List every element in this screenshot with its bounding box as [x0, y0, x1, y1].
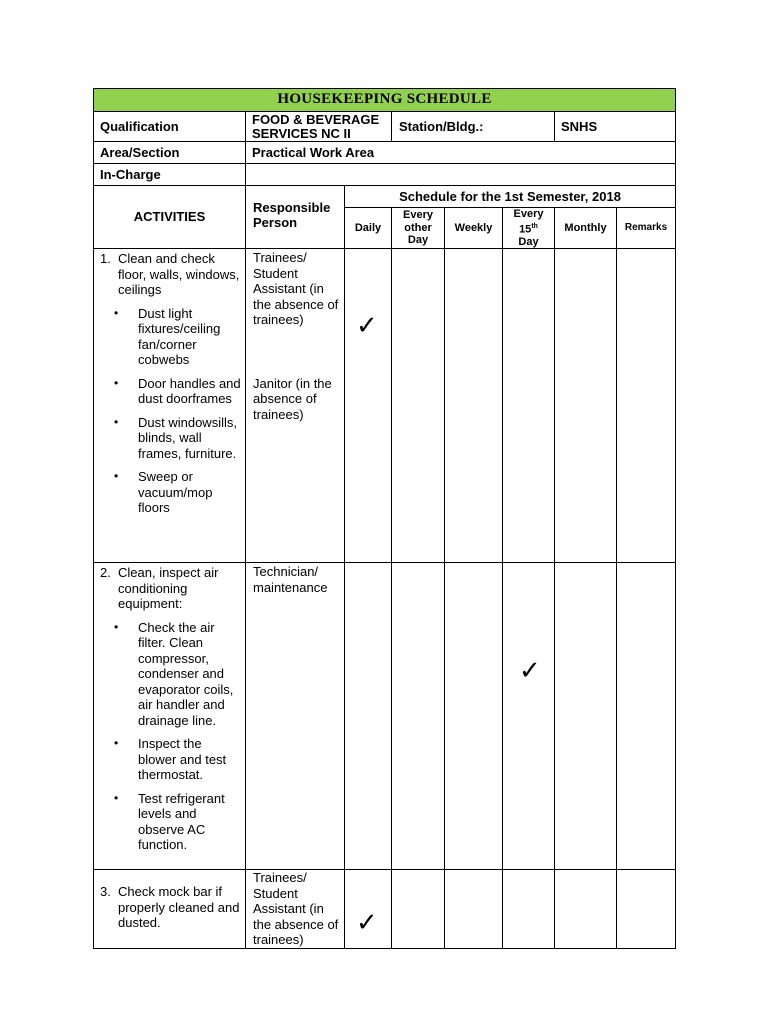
daily-header: Daily — [345, 208, 392, 249]
every-15-sup: th — [531, 222, 538, 230]
activity-number: 1. — [100, 251, 111, 267]
responsible-primary: Trainees/ Student Assistant (in the absence of trainees) — [253, 250, 339, 328]
responsible-header: Responsible Person — [246, 186, 345, 249]
remarks-header: Remarks — [617, 208, 676, 249]
remarks-cell — [617, 563, 676, 870]
list-item: • Dust light fixtures/ceiling fan/corner cobwebs — [114, 306, 241, 368]
activity-description: Clean, inspect air conditioning equipment: — [118, 565, 219, 612]
activity-number: 2. — [100, 565, 111, 581]
list-item: • Test refrigerant levels and observe AC function. — [114, 791, 241, 853]
remarks-cell — [617, 870, 676, 949]
responsible-secondary: Janitor (in the absence of trainees) — [253, 375, 332, 422]
every-other-day-cell — [392, 563, 445, 870]
every-15-c: Day — [518, 235, 539, 248]
daily-cell — [345, 563, 392, 870]
weekly-cell — [445, 870, 503, 949]
activity-number: 3. — [100, 884, 111, 900]
weekly-cell — [445, 563, 503, 870]
every-15-a: Every — [513, 208, 544, 220]
weekly-header: Weekly — [445, 208, 503, 249]
every-15th-day-cell — [503, 249, 555, 563]
list-item: • Inspect the blower and test thermostat. — [114, 736, 241, 783]
check-mark-icon: ✓ — [519, 656, 541, 687]
table-row — [94, 563, 676, 870]
monthly-cell — [555, 563, 617, 870]
responsible-primary: Technician/ maintenance — [253, 564, 328, 595]
station-label: Station/Bldg.: — [392, 112, 555, 142]
every-other-day-text: Every other Day — [403, 209, 433, 247]
every-15-b: 15 — [519, 223, 532, 236]
monthly-header: Monthly — [555, 208, 617, 249]
qualification-label: Qualification — [94, 112, 246, 142]
schedule-header: Schedule for the 1st Semester, 2018 — [345, 186, 676, 208]
activity-text — [100, 251, 241, 298]
schedule-title: HOUSEKEEPING SCHEDULE — [94, 89, 676, 112]
area-value: Practical Work Area — [246, 142, 676, 164]
responsible-primary: Trainees/ Student Assistant (in the absence of trainees) — [253, 870, 339, 948]
activity-description: Check mock bar if properly cleaned and dusted. — [118, 884, 240, 931]
responsible-cell — [246, 249, 345, 563]
activity-bullets — [100, 306, 241, 516]
monthly-cell — [555, 870, 617, 949]
every-other-day-header — [392, 208, 445, 249]
housekeeping-schedule-table — [93, 88, 676, 949]
every-15th-day-cell — [503, 563, 555, 870]
activity-bullets — [100, 620, 241, 853]
list-item: • Sweep or vacuum/mop floors — [114, 469, 241, 516]
activity-cell — [94, 249, 246, 563]
every-15th-day-header — [503, 208, 555, 249]
daily-cell — [345, 249, 392, 563]
monthly-cell — [555, 249, 617, 563]
list-item: • Check the air filter. Clean compressor, condenser and evaporator coils, air handler and drainage line. — [114, 620, 241, 729]
every-other-day-cell — [392, 870, 445, 949]
activity-text — [100, 884, 241, 931]
table-row — [94, 249, 676, 563]
station-value: SNHS — [555, 112, 676, 142]
incharge-value — [246, 164, 676, 186]
activity-description: Clean and check floor, walls, windows, ceilings — [118, 251, 240, 298]
every-15th-day-cell — [503, 870, 555, 949]
daily-cell — [345, 870, 392, 949]
responsible-cell — [246, 563, 345, 870]
table-row — [94, 870, 676, 949]
remarks-cell — [617, 249, 676, 563]
weekly-cell — [445, 249, 503, 563]
activity-cell — [94, 563, 246, 870]
list-item: • Door handles and dust doorframes — [114, 376, 241, 407]
activity-text — [100, 565, 241, 612]
area-label: Area/Section — [94, 142, 246, 164]
list-item: • Dust windowsills, blinds, wall frames, furniture. — [114, 415, 241, 462]
incharge-label: In-Charge — [94, 164, 246, 186]
activities-header: ACTIVITIES — [94, 186, 246, 249]
activity-cell — [94, 870, 246, 949]
check-mark-icon: ✓ — [356, 908, 378, 939]
every-other-day-cell — [392, 249, 445, 563]
responsible-cell — [246, 870, 345, 949]
qualification-value: FOOD & BEVERAGE SERVICES NC II — [246, 112, 392, 142]
check-mark-icon: ✓ — [356, 311, 378, 342]
